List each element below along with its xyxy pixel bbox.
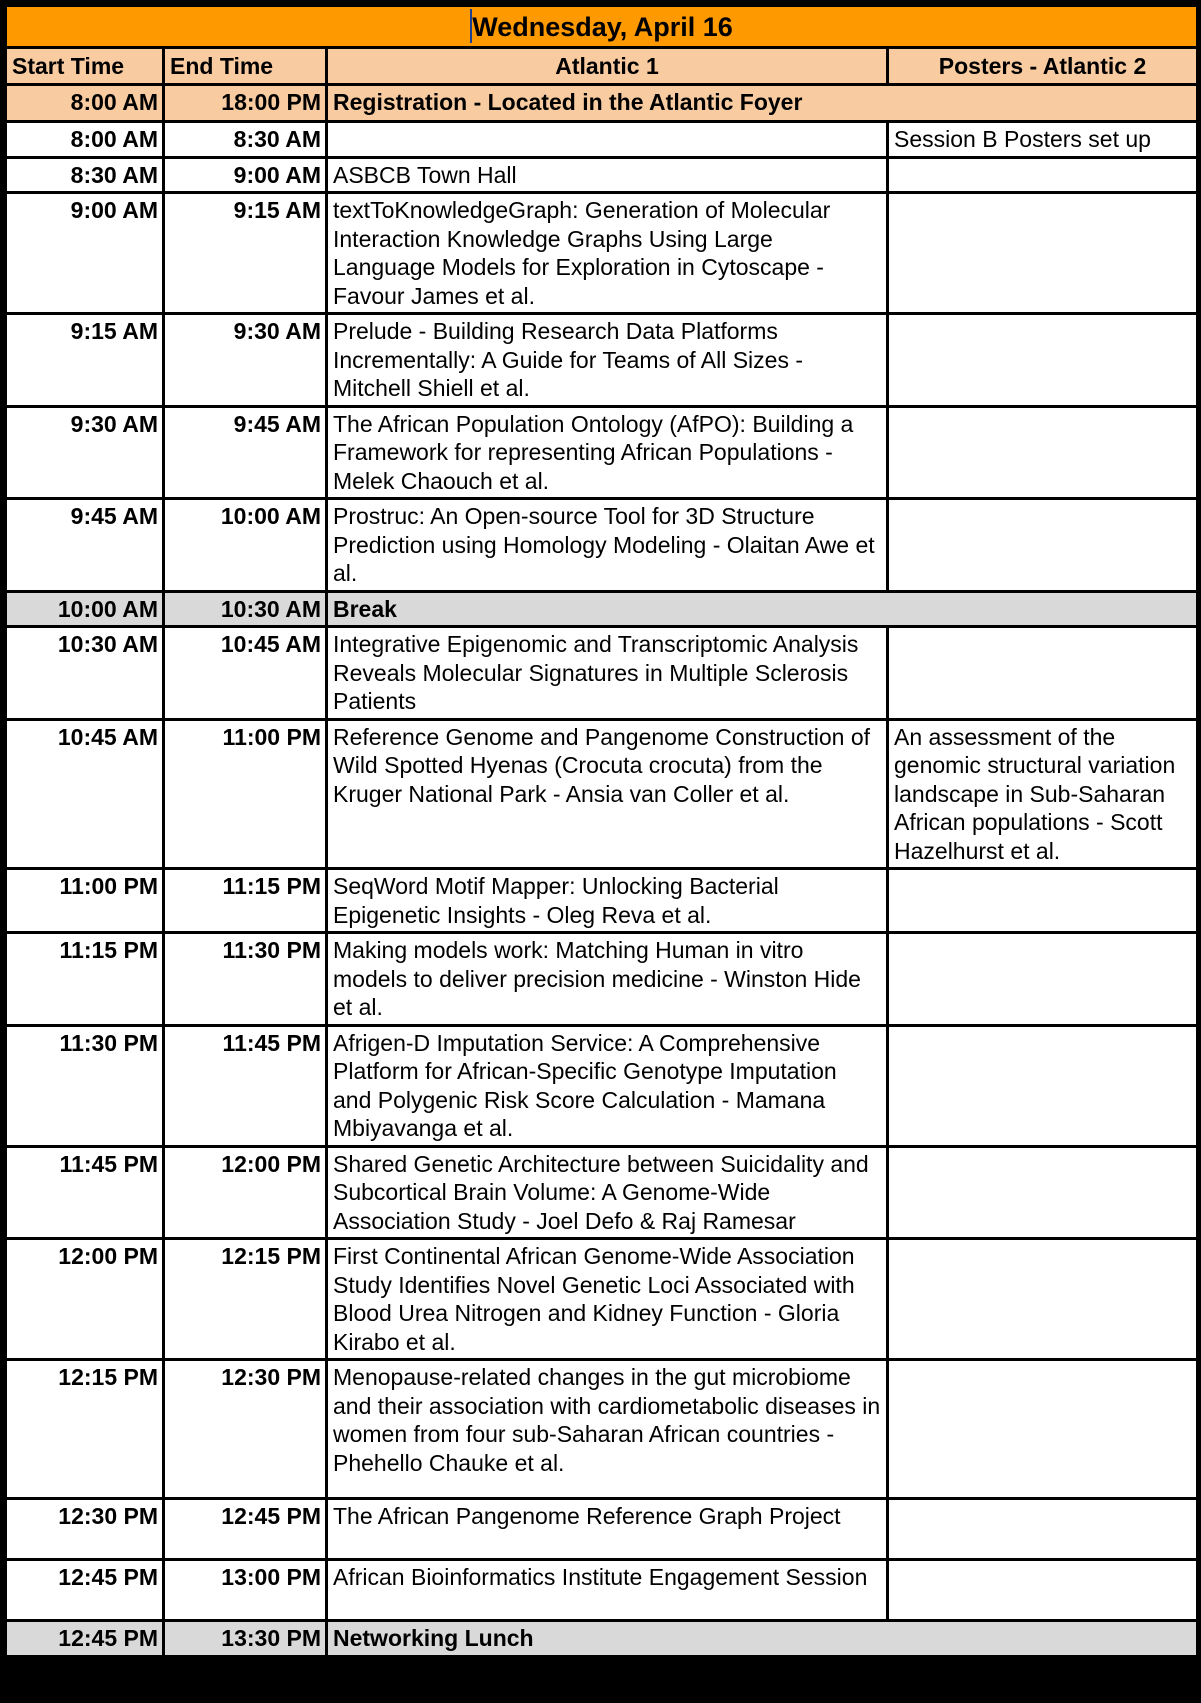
end-time-cell[interactable]: 18:00 PM <box>164 85 327 122</box>
atlantic-1-session-cell[interactable]: Reference Genome and Pangenome Construction of Wild Spotted Hyenas (Crocuta crocuta) from the Kruger National Park - Ansia van Coller et al. <box>327 719 888 869</box>
end-time-cell[interactable]: 9:45 AM <box>164 406 327 499</box>
schedule-row <box>6 869 1198 933</box>
schedule-row <box>6 499 1198 592</box>
start-time-cell[interactable]: 10:30 AM <box>6 627 164 720</box>
start-time-cell[interactable]: 9:30 AM <box>6 406 164 499</box>
posters-session-cell[interactable] <box>888 869 1198 933</box>
column-header-posters-atlantic-2[interactable]: Posters - Atlantic 2 <box>888 48 1198 85</box>
atlantic-1-session-cell[interactable]: ASBCB Town Hall <box>327 157 888 193</box>
start-time-cell[interactable]: 11:00 PM <box>6 869 164 933</box>
atlantic-1-session-cell[interactable]: Prelude - Building Research Data Platforms Incrementally: A Guide for Teams of All Sizes - Mitchell Shiell et al. <box>327 314 888 407</box>
schedule-row <box>6 1621 1198 1657</box>
start-time-cell[interactable]: 8:30 AM <box>6 157 164 193</box>
end-time-cell[interactable]: 11:15 PM <box>164 869 327 933</box>
atlantic-1-session-cell[interactable]: First Continental African Genome-Wide Association Study Identifies Novel Genetic Loci Associated with Blood Urea Nitrogen and Kidney Function - Gloria Kirabo et al. <box>327 1239 888 1360</box>
schedule-row <box>6 719 1198 869</box>
end-time-cell[interactable]: 9:15 AM <box>164 193 327 314</box>
column-header-atlantic-1[interactable]: Atlantic 1 <box>327 48 888 85</box>
posters-session-cell[interactable]: An assessment of the genomic structural variation landscape in Sub-Saharan African populations - Scott Hazelhurst et al. <box>888 719 1198 869</box>
end-time-cell[interactable]: 12:15 PM <box>164 1239 327 1360</box>
end-time-cell[interactable]: 12:30 PM <box>164 1360 327 1499</box>
start-time-cell[interactable]: 8:00 AM <box>6 122 164 158</box>
schedule-row <box>6 1560 1198 1621</box>
session-cell[interactable]: Networking Lunch <box>327 1621 1198 1657</box>
posters-session-cell[interactable] <box>888 1025 1198 1146</box>
posters-session-cell[interactable] <box>888 1239 1198 1360</box>
text-cursor <box>470 9 472 43</box>
schedule-row <box>6 1499 1198 1560</box>
day-title: Wednesday, April 16 <box>472 12 733 43</box>
end-time-cell[interactable]: 9:00 AM <box>164 157 327 193</box>
end-time-cell[interactable]: 10:45 AM <box>164 627 327 720</box>
schedule-row <box>6 406 1198 499</box>
start-time-cell[interactable]: 11:15 PM <box>6 933 164 1026</box>
atlantic-1-session-cell[interactable]: Making models work: Matching Human in vitro models to deliver precision medicine - Winston Hide et al. <box>327 933 888 1026</box>
posters-session-cell[interactable] <box>888 933 1198 1026</box>
session-cell[interactable]: Registration - Located in the Atlantic Foyer <box>327 85 1198 122</box>
atlantic-1-session-cell[interactable]: The African Pangenome Reference Graph Project <box>327 1499 888 1560</box>
posters-session-cell[interactable] <box>888 499 1198 592</box>
start-time-cell[interactable]: 11:30 PM <box>6 1025 164 1146</box>
atlantic-1-session-cell[interactable]: SeqWord Motif Mapper: Unlocking Bacterial Epigenetic Insights - Oleg Reva et al. <box>327 869 888 933</box>
day-title-cell[interactable] <box>6 6 1198 48</box>
start-time-cell[interactable]: 12:15 PM <box>6 1360 164 1499</box>
end-time-cell[interactable]: 8:30 AM <box>164 122 327 158</box>
end-time-cell[interactable]: 10:30 AM <box>164 591 327 627</box>
schedule-row <box>6 1239 1198 1360</box>
schedule-row <box>6 85 1198 122</box>
end-time-cell[interactable]: 11:00 PM <box>164 719 327 869</box>
schedule-row <box>6 157 1198 193</box>
end-time-cell[interactable]: 13:00 PM <box>164 1560 327 1621</box>
atlantic-1-session-cell[interactable]: textToKnowledgeGraph: Generation of Molecular Interaction Knowledge Graphs Using Large Language Models for Exploration in Cytoscape - Favour James et al. <box>327 193 888 314</box>
posters-session-cell[interactable]: Session B Posters set up <box>888 122 1198 158</box>
start-time-cell[interactable]: 12:45 PM <box>6 1560 164 1621</box>
start-time-cell[interactable]: 9:45 AM <box>6 499 164 592</box>
atlantic-1-session-cell[interactable]: Afrigen-D Imputation Service: A Comprehensive Platform for African-Specific Genotype Imputation and Polygenic Risk Score Calculation - Mamana Mbiyavanga et al. <box>327 1025 888 1146</box>
schedule-row <box>6 1025 1198 1146</box>
end-time-cell[interactable]: 11:45 PM <box>164 1025 327 1146</box>
start-time-cell[interactable]: 12:00 PM <box>6 1239 164 1360</box>
atlantic-1-session-cell[interactable]: Integrative Epigenomic and Transcriptomic Analysis Reveals Molecular Signatures in Multiple Sclerosis Patients <box>327 627 888 720</box>
start-time-cell[interactable]: 10:00 AM <box>6 591 164 627</box>
posters-session-cell[interactable] <box>888 627 1198 720</box>
schedule-rows <box>6 85 1198 1657</box>
end-time-cell[interactable]: 12:00 PM <box>164 1146 327 1239</box>
start-time-cell[interactable]: 9:15 AM <box>6 314 164 407</box>
start-time-cell[interactable]: 8:00 AM <box>6 85 164 122</box>
schedule-row <box>6 193 1198 314</box>
schedule-row <box>6 591 1198 627</box>
end-time-cell[interactable]: 13:30 PM <box>164 1621 327 1657</box>
posters-session-cell[interactable] <box>888 406 1198 499</box>
start-time-cell[interactable]: 11:45 PM <box>6 1146 164 1239</box>
column-header-end-time[interactable]: End Time <box>164 48 327 85</box>
atlantic-1-session-cell[interactable]: Menopause-related changes in the gut microbiome and their association with cardiometabolic diseases in women from four sub-Saharan African countries - Phehello Chauke et al. <box>327 1360 888 1499</box>
atlantic-1-session-cell[interactable] <box>327 122 888 158</box>
schedule-row <box>6 1146 1198 1239</box>
start-time-cell[interactable]: 12:45 PM <box>6 1621 164 1657</box>
posters-session-cell[interactable] <box>888 1146 1198 1239</box>
schedule-table <box>4 4 1199 1658</box>
session-cell[interactable]: Break <box>327 591 1198 627</box>
atlantic-1-session-cell[interactable]: African Bioinformatics Institute Engagement Session <box>327 1560 888 1621</box>
column-header-start-time[interactable]: Start Time <box>6 48 164 85</box>
start-time-cell[interactable]: 12:30 PM <box>6 1499 164 1560</box>
end-time-cell[interactable]: 11:30 PM <box>164 933 327 1026</box>
atlantic-1-session-cell[interactable]: Prostruc: An Open-source Tool for 3D Structure Prediction using Homology Modeling - Olaitan Awe et al. <box>327 499 888 592</box>
schedule-row <box>6 627 1198 720</box>
end-time-cell[interactable]: 9:30 AM <box>164 314 327 407</box>
posters-session-cell[interactable] <box>888 1360 1198 1499</box>
end-time-cell[interactable]: 12:45 PM <box>164 1499 327 1560</box>
start-time-cell[interactable]: 9:00 AM <box>6 193 164 314</box>
posters-session-cell[interactable] <box>888 1499 1198 1560</box>
schedule-row <box>6 314 1198 407</box>
atlantic-1-session-cell[interactable]: Shared Genetic Architecture between Suicidality and Subcortical Brain Volume: A Genome-Wide Association Study - Joel Defo & Raj Ramesar <box>327 1146 888 1239</box>
posters-session-cell[interactable] <box>888 1560 1198 1621</box>
schedule-row <box>6 1360 1198 1499</box>
posters-session-cell[interactable] <box>888 193 1198 314</box>
column-header-row <box>6 48 1198 85</box>
atlantic-1-session-cell[interactable]: The African Population Ontology (AfPO): Building a Framework for representing African Populations - Melek Chaouch et al. <box>327 406 888 499</box>
end-time-cell[interactable]: 10:00 AM <box>164 499 327 592</box>
schedule-row <box>6 933 1198 1026</box>
start-time-cell[interactable]: 10:45 AM <box>6 719 164 869</box>
schedule-row <box>6 122 1198 158</box>
posters-session-cell[interactable] <box>888 157 1198 193</box>
posters-session-cell[interactable] <box>888 314 1198 407</box>
title-row <box>6 6 1198 48</box>
